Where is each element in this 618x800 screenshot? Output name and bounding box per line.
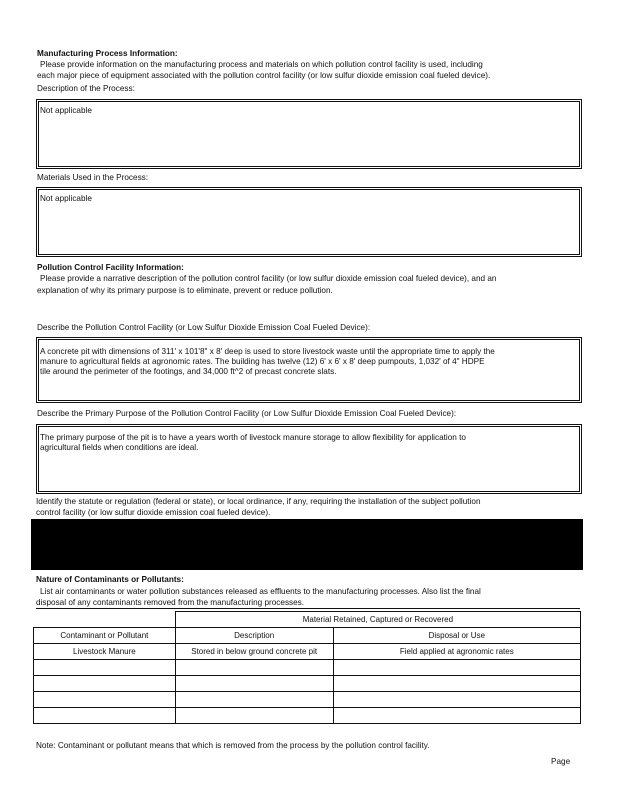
manufacturing-heading: Manufacturing Process Information:: [37, 49, 178, 58]
table-group-header-row: [34, 612, 581, 628]
table-row: [34, 692, 581, 708]
primary-purpose-line-1: The primary purpose of the pit is to have a years worth of livestock manure storage to allow flexibility for application to: [40, 433, 466, 442]
contaminants-heading: Nature of Contaminants or Pollutants:: [36, 575, 184, 584]
materials-value: Not applicable: [40, 194, 92, 203]
table-row: [34, 676, 581, 692]
footer-note: Note: Contaminant or pollutant means that which is removed from the process by the pollution control facility.: [36, 741, 430, 750]
describe-facility-field[interactable]: [36, 337, 582, 403]
statute-label-1: Identify the statute or regulation (federal or state), or local ordinance, if any, requiring the installation of the subject pollution: [36, 497, 481, 506]
describe-facility-label: Describe the Pollution Control Facility (or Low Sulfur Dioxide Emission Coal Fueled Device):: [37, 323, 371, 332]
table-cell[interactable]: [333, 708, 580, 724]
primary-purpose-line-2: agricultural fields when conditions are ideal.: [40, 443, 199, 452]
table-cell[interactable]: [34, 708, 176, 724]
table-top-rule: [36, 608, 580, 609]
table-cell[interactable]: [333, 676, 580, 692]
table-group-header: Material Retained, Captured or Recovered: [175, 612, 580, 628]
table-cell[interactable]: [34, 676, 176, 692]
table-row: [34, 644, 581, 660]
table-cell[interactable]: Livestock Manure: [34, 644, 176, 660]
pollution-control-instruction-1: Please provide a narrative description of the pollution control facility (or low sulfur dioxide emission coal fueled device), and an: [40, 274, 497, 283]
table-cell[interactable]: Stored in below ground concrete pit: [175, 644, 333, 660]
table-cell[interactable]: [175, 708, 333, 724]
primary-purpose-label: Describe the Primary Purpose of the Pollution Control Facility (or Low Sulfur Dioxide Emission Coal Fueled Device):: [37, 409, 457, 418]
col-header-disposal: Disposal or Use: [333, 628, 580, 644]
col-header-contaminant: Contaminant or Pollutant: [34, 628, 176, 644]
col-header-description: Description: [175, 628, 333, 644]
table-cell[interactable]: [34, 660, 176, 676]
table-cell[interactable]: [34, 692, 176, 708]
table-cell[interactable]: [333, 692, 580, 708]
describe-facility-line-3: tile around the perimeter of the footings, and 34,000 ft^2 of precast concrete slats.: [40, 367, 337, 376]
table-cell[interactable]: [333, 660, 580, 676]
table-cell[interactable]: Field applied at agronomic rates: [333, 644, 580, 660]
page-label: Page: [551, 757, 571, 766]
table-empty-header-cell: [34, 612, 176, 628]
table-cell[interactable]: [175, 676, 333, 692]
statute-label-2: control facility (or low sulfur dioxide emission coal fueled device).: [36, 508, 271, 517]
process-description-value: Not applicable: [40, 106, 92, 115]
contaminants-table: [33, 611, 581, 724]
materials-field[interactable]: [36, 187, 582, 257]
pollution-control-heading: Pollution Control Facility Information:: [37, 263, 184, 272]
contaminants-instruction-2: disposal of any contaminants removed from the manufacturing processes.: [36, 598, 305, 607]
process-description-field[interactable]: [36, 99, 582, 169]
redacted-statute-field: [31, 519, 583, 570]
primary-purpose-field[interactable]: [36, 424, 582, 494]
contaminants-instruction-1: List air contaminants or water pollution substances released as effluents to the manufacturing processes. Also list the final: [40, 587, 481, 596]
describe-facility-line-2: manure to agricultural fields at agronomic rates. The building has twelve (12) 6' x 6' x 8' deep pumpouts, 1,032' of 4" HDPE: [40, 357, 485, 366]
manufacturing-instruction-1: Please provide information on the manufacturing process and materials on which pollution control facility is used, including: [40, 60, 483, 69]
pollution-control-instruction-2: explanation of why its primary purpose is to eliminate, prevent or reduce pollution.: [37, 286, 333, 295]
process-description-label: Description of the Process:: [37, 84, 135, 93]
describe-facility-line-1: A concrete pit with dimensions of 311' x 101'8" x 8' deep is used to store livestock waste until the appropriate time to apply the: [40, 347, 495, 356]
materials-label: Materials Used in the Process:: [37, 173, 149, 182]
table-row: [34, 660, 581, 676]
table-row: [34, 708, 581, 724]
table-column-header-row: [34, 628, 581, 644]
manufacturing-instruction-2: each major piece of equipment associated with the pollution control facility (or low sulfur dioxide emission coal fueled device).: [37, 71, 491, 80]
table-cell[interactable]: [175, 660, 333, 676]
table-cell[interactable]: [175, 692, 333, 708]
